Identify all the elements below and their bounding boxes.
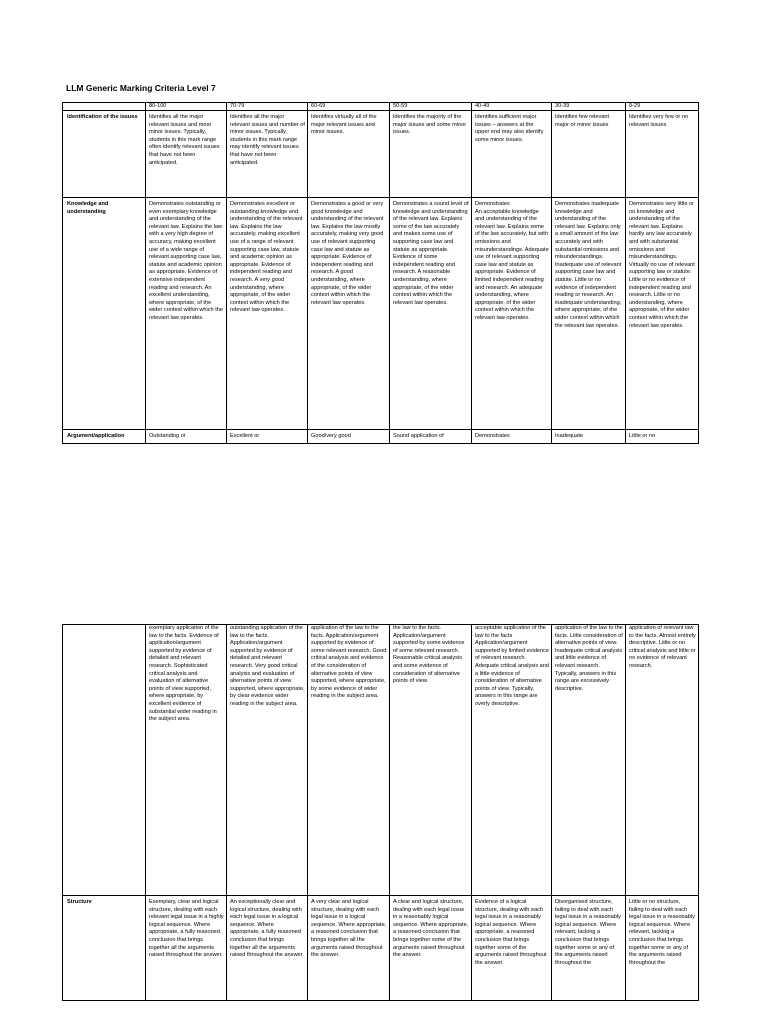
criteria-cell: Little or no structure, failing to deal with each legal issue in a reasonably logical sequence. Where relevant, lacking a conclusion that brings together some or any of the arguments raised throughout the (626, 896, 699, 1001)
criteria-cell: Identifies the majority of the major issues and some minor issues. (390, 111, 472, 198)
criteria-cell: Disorganised structure, failing to deal with each legal issue in a reasonably logical sequence. Where relevant, lacking a conclusion that brings together some or any of the arguments raised throughout the (552, 896, 626, 1001)
criteria-cell: Little or no (626, 430, 699, 444)
criteria-cell: Demonstrates (472, 430, 552, 444)
criteria-cell: Demonstrates inadequate knowledge and understanding of the relevant law. Explains only a small amount of the law accurately and with substantial omissions and misunderstandings. Inadequate use of relevant supporting case law and statute. Little or no evidence of independent reading or research. An inadequate understanding, where appropriate, of the wider context within which the relevant law operates. (552, 198, 626, 430)
criteria-cell: application of the law to the facts. Application/argument supported by evidence of some relevant research. Good critical analysis and evidence of the consideration of alternative points of view supported, where appropriate, by some evidence of wider reading in the subject area. (308, 625, 390, 896)
criteria-cell: An exceptionally clear and logical structure, dealing with each legal issue in a logical sequence. Where appropriate, a fully reasoned conclusion that brings together all the arguments raised throughout the answer. (227, 896, 308, 1001)
band-header: 40-49 (472, 103, 552, 111)
header-corner-cell (63, 103, 146, 111)
row-label: Structure (63, 896, 146, 1001)
row-label (63, 625, 146, 896)
criteria-cell: Identifies virtually all of the major relevant issues and minor issues. (308, 111, 390, 198)
criteria-cell: Demonstrates very little or no knowledge and understanding of the relevant law. Explains hardly any law accurately and with substantial omissions and misunderstandings. Virtually no use of relevant supporting law or statute. Little or no evidence of independent reading and research. Little or no understanding, where appropriate, of the wider context within which the relevant law operates. (626, 198, 699, 430)
band-header: 30-39 (552, 103, 626, 111)
criteria-cell: Exemplary, clear and logical structure, dealing with each relevant legal issue in a highly logical sequence. Where appropriate, a fully reasoned conclusion that brings together all the arguments raised throughout the answer. (146, 896, 227, 1001)
criteria-cell: Demonstrates outstanding or even exemplary knowledge and understanding of the relevant law. Explains the law with a very high degree of accuracy, making excellent use of a wide range of relevant supporting case law, statute and academic opinion as appropriate. Evidence of extensive independent reading and research. An excellent understanding, where appropriate, of the wider context within which the relevant law operates. (146, 198, 227, 430)
criteria-row-structure (63, 896, 699, 1001)
criteria-cell: the law to the facts. Application/argument supported by some evidence of some relevant research. Reasonable critical analysis and some evidence of consideration of alternative points of view. (390, 625, 472, 896)
criteria-cell: application of relevant law to the facts. Almost entirely descriptive. Little or no critical analysis and little or no evidence of relevant research. (626, 625, 699, 896)
criteria-row-knowledge (63, 198, 699, 430)
marking-criteria-table (62, 102, 699, 444)
criteria-cell: exemplary application of the law to the facts. Evidence of application/argument supported by evidence of detailed and relevant research. Sophisticated critical analysis and evaluation of alternative points of view supported, where appropriate, by excellent evidence of substantial wider reading in the subject area. (146, 625, 227, 896)
criteria-cell: Identifies all the major relevant issues and number of minor issues. Typically, students in this mark range may identify relevant issues that have not been anticipated. (227, 111, 308, 198)
criteria-cell: outstanding application of the law to the facts. Application/argument supported by evidence of detailed and relevant research. Very good critical analysis and evaluation of alternative points of view supported, where appropriate, by clear evidence wider reading in the subject area. (227, 625, 308, 896)
row-label: Identification of the issues (63, 111, 146, 198)
criteria-cell: Sound application of (390, 430, 472, 444)
criteria-cell: A clear and logical structure, dealing with each legal issue in a reasonably logical sequence. Where appropriate, a reasoned conclusion that brings together some of the arguments raised throughout the answer. (390, 896, 472, 1001)
criteria-cell: Inadequate (552, 430, 626, 444)
criteria-cell: application of the law to the facts. Little consideration of alternative points of view. Inadequate critical analysis and little evidence of relevant research. Typically, answers in this range are excessively descriptive. (552, 625, 626, 896)
criteria-cell: Demonstrates An acceptable knowledge and understanding of the relevant law. Explains some of the law accurately, but with omissions and misunderstandings. Adequate use of relevant supporting case law and statute as appropriate. Evidence of limited independent reading and research. An adequate understanding, where appropriate, of the wider context within which the relevant law operates. (472, 198, 552, 430)
criteria-cell: Identifies sufficient major issues – answers at the upper end may also identify some minor issues. (472, 111, 552, 198)
criteria-cell: Outstanding or (146, 430, 227, 444)
band-header: 80-100 (146, 103, 227, 111)
criteria-cell: Demonstrates a sound level of knowledge and understanding of the relevant law. Explains some of the law accurately and makes some use of supporting case law and statute as appropriate. Evidence of some independent reading and research. A reasonable understanding, where appropriate, of the wider context within which the relevant law operates. (390, 198, 472, 430)
criteria-cell: Good/very good (308, 430, 390, 444)
band-header: 0-29 (626, 103, 699, 111)
band-header: 60-69 (308, 103, 390, 111)
criteria-cell: Excellent or (227, 430, 308, 444)
criteria-cell: Evidence of a logical structure, dealing with each legal issue in a reasonably logical sequence. Where appropriate, a reasoned conclusion that brings together some of the arguments raised throughout the answer. (472, 896, 552, 1001)
criteria-row-argument (63, 430, 699, 444)
criteria-cell: Identifies few relevant major or minor issues (552, 111, 626, 198)
band-header: 70-79 (227, 103, 308, 111)
document-title: LLM Generic Marking Criteria Level 7 (66, 83, 216, 93)
criteria-cell: Identifies all the major relevant issues and most minor issues. Typically, students in this mark range often identify relevant issues that have not been anticipated. (146, 111, 227, 198)
criteria-row-argument-continued (63, 625, 699, 896)
criteria-cell: acceptable application of the law to the facts Application/argument supported by limited evidence of relevant research. Adequate critical analysis and a little evidence of consideration of alternative points of view. Typically, answers in this range are overly descriptive. (472, 625, 552, 896)
criteria-row-identification (63, 111, 699, 198)
criteria-cell: A very clear and logical structure, dealing with each legal issue in a logical sequence. Where appropriate, a reasoned conclusion that brings together all the arguments raised throughout the answer. (308, 896, 390, 1001)
marking-criteria-table-continued (62, 624, 699, 1001)
row-label: Knowledge and understanding (63, 198, 146, 430)
criteria-cell: Demonstrates excellent or outstanding knowledge and understanding of the relevant law. Explains the law accurately, making excellent use of a range of relevant supporting case law, statute and academic opinion as appropriate. Evidence of independent reading and research. A very good understanding, where appropriate, of the wider context within which the relevant law operates. (227, 198, 308, 430)
header-row (63, 103, 699, 111)
criteria-cell: Identifies very few or no relevant issues (626, 111, 699, 198)
band-header: 50-59 (390, 103, 472, 111)
criteria-cell: Demonstrates a good or very good knowledge and understanding of the relevant law. Explains the law mostly accurately, making very good use of relevant supporting case law and statute as appropriate. Evidence of independent reading and research. A good understanding, where appropriate, of the wider context within which the relevant law operates. (308, 198, 390, 430)
row-label: Argument/application (63, 430, 146, 444)
